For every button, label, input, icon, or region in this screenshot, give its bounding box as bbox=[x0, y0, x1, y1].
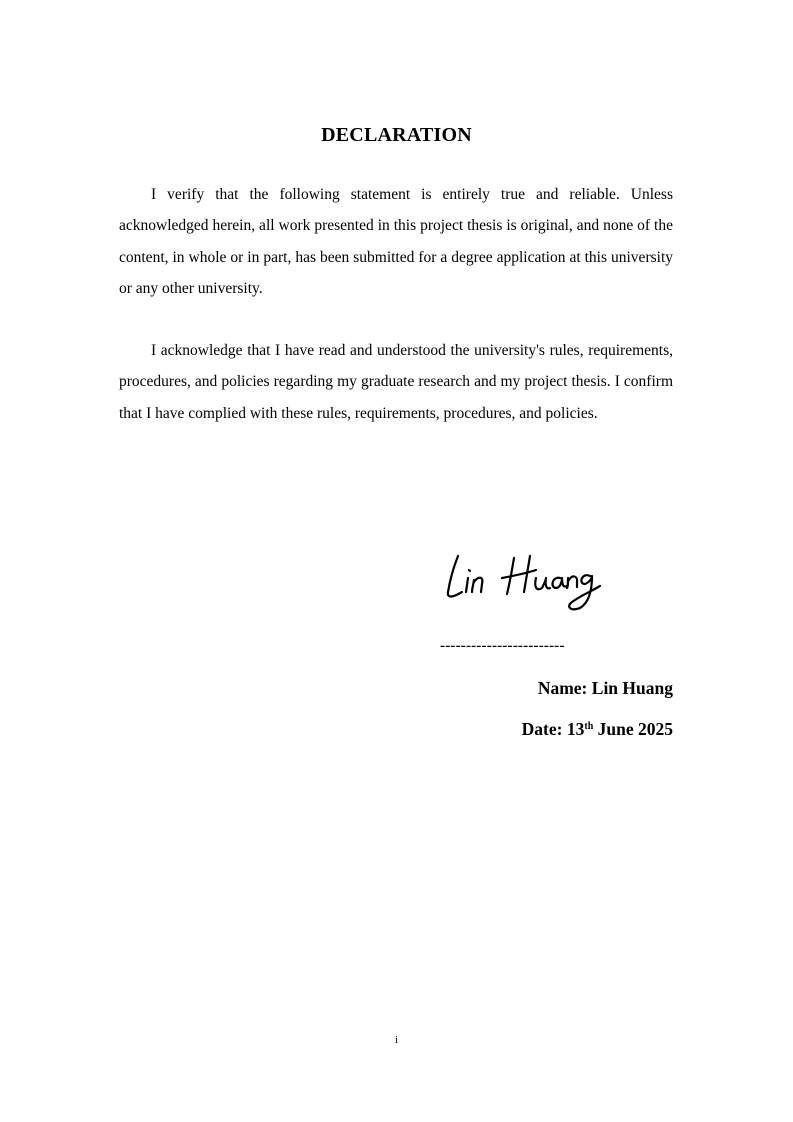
page-title: DECLARATION bbox=[321, 124, 472, 146]
name-label: Name: bbox=[537, 678, 588, 698]
name-value: Lin Huang bbox=[591, 678, 673, 698]
signing-date bbox=[522, 719, 673, 740]
page-number: i bbox=[394, 1034, 399, 1046]
date-day: 13 bbox=[566, 719, 585, 739]
acknowledgement-paragraph: I acknowledge that I have read and understood the university's rules, requirements, procedures, and policies regarding my graduate research and my project thesis. I confirm that I have complied with these rules, requirements, procedures, and policies. bbox=[119, 342, 673, 422]
date-label: Date: bbox=[521, 719, 563, 739]
date-rest: June 2025 bbox=[597, 719, 673, 739]
date-suffix: th bbox=[584, 721, 594, 732]
verification-paragraph: I verify that the following statement is entirely true and reliable. Unless acknowledged herein, all work presented in this project thesis is original, and none of the content, in whole or in part, has been submitted for a degree application at this university or any other university. bbox=[119, 186, 673, 298]
handwritten-signature bbox=[440, 548, 605, 614]
signature-line: ------------------------ bbox=[440, 638, 565, 654]
signer-name bbox=[538, 678, 673, 699]
